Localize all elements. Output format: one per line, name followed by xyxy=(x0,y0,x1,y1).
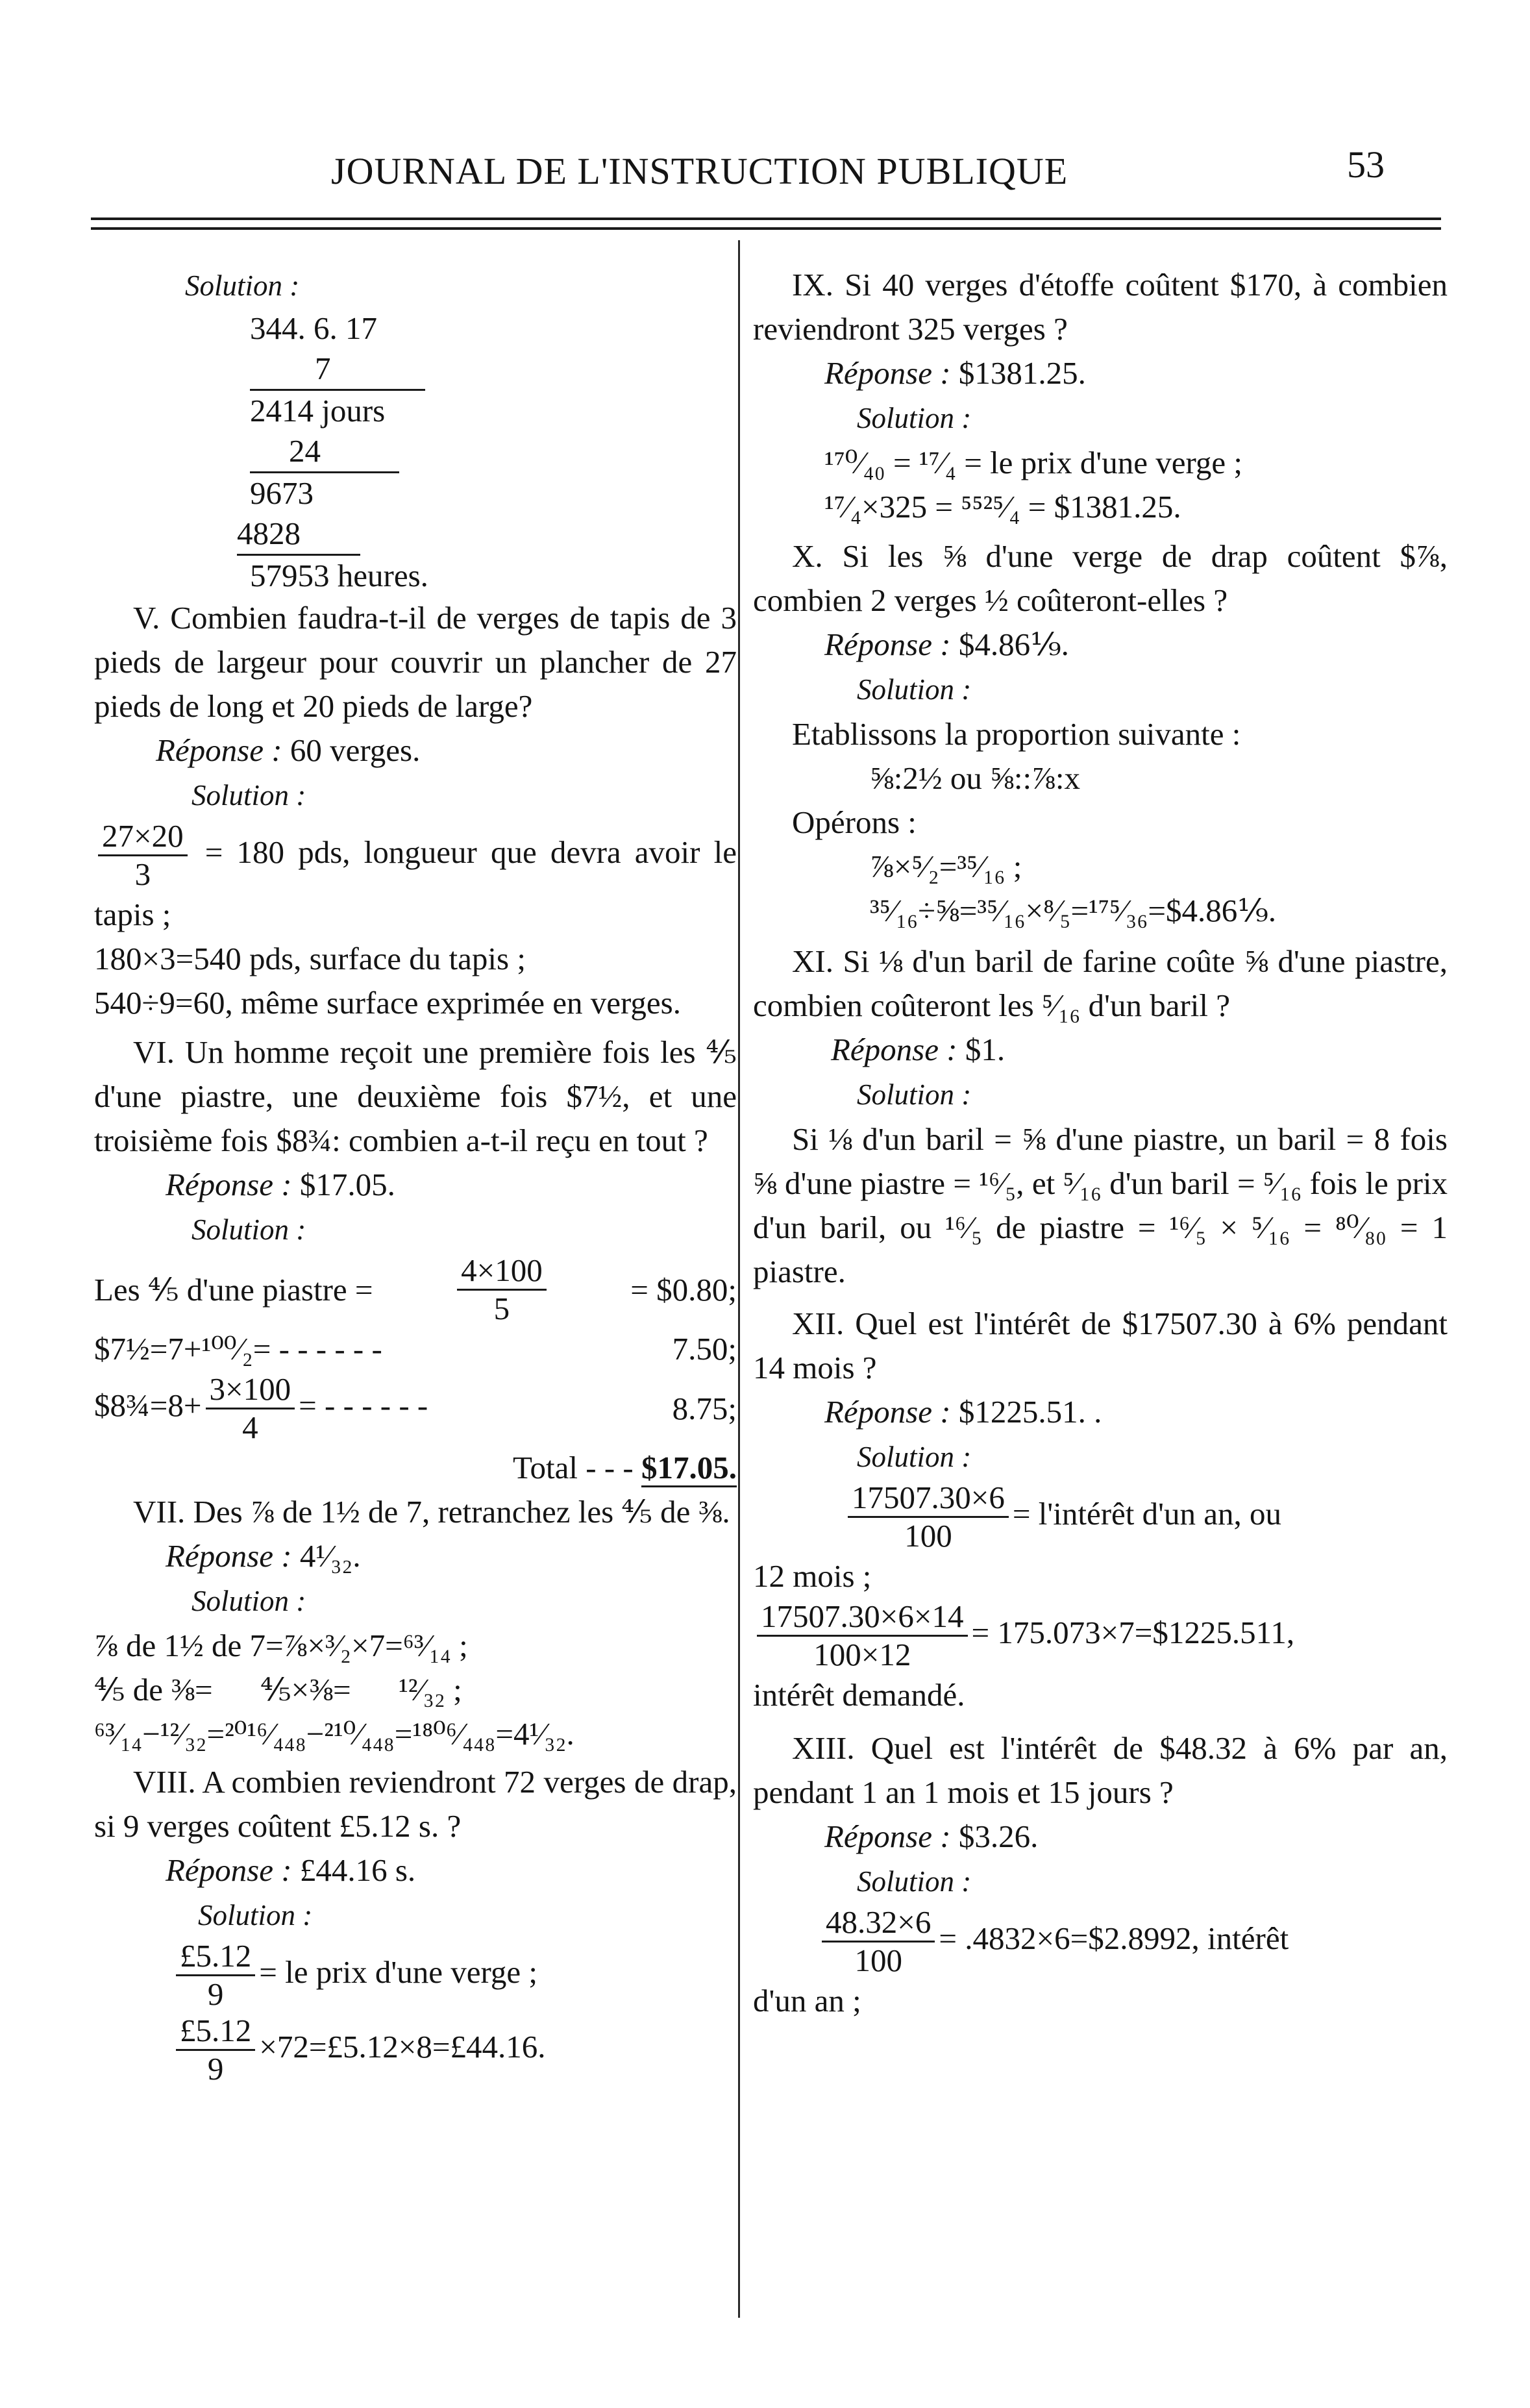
fraction xyxy=(848,1480,1009,1554)
solution-ix-line2: ¹⁷⁄₄×325 = ⁵⁵²⁵⁄₄ = $1381.25. xyxy=(824,489,1181,525)
question-ix: IX. Si 40 verges d'étoffe coûtent $170, à combien reviendront 325 verges ? xyxy=(753,267,1448,347)
answer-xii xyxy=(753,1390,1448,1434)
solution-xii-line3: intérêt demandé. xyxy=(753,1677,965,1713)
column-divider xyxy=(738,240,740,2318)
denominator: 100 xyxy=(854,1943,902,1978)
answer-label: Réponse : xyxy=(166,1167,292,1202)
denominator: 100×12 xyxy=(813,1637,911,1672)
fraction xyxy=(457,1252,547,1327)
solution-xii-line1b: 12 mois ; xyxy=(753,1558,872,1594)
solution-label: Solution : xyxy=(857,1441,972,1473)
solution-v-line1 xyxy=(94,818,737,937)
solution-viii-line1 xyxy=(94,1938,737,2013)
numerator: £5.12 xyxy=(176,1938,255,1976)
calc-line: 57953 heures. xyxy=(250,558,428,593)
fraction xyxy=(98,818,188,893)
solution-text: = .4832×6=$2.8992, intérêt xyxy=(939,1920,1289,1956)
numerator: 4×100 xyxy=(457,1252,547,1291)
question-viii: VIII. A combien reviendront 72 verges de drap, si 9 verges coûtent £5.12 s. ? xyxy=(94,1764,737,1844)
solution-label: Solution : xyxy=(857,673,972,706)
answer-value: £44.16 s. xyxy=(299,1852,416,1888)
multiplication-calc xyxy=(94,308,737,596)
header-rule-bottom xyxy=(91,227,1441,230)
answer-value: $1225.51. . xyxy=(958,1394,1102,1430)
right-column xyxy=(753,263,1448,2023)
page-number: 53 xyxy=(1347,143,1385,186)
solution-vi-row1 xyxy=(94,1252,737,1327)
solution-label: Solution : xyxy=(191,779,306,812)
fraction xyxy=(822,1904,935,1979)
solution-viii-line2 xyxy=(94,2013,737,2087)
row-value: = $0.80; xyxy=(630,1271,737,1308)
answer-label: Réponse : xyxy=(824,1818,951,1854)
solution-text: = 175.073×7=$1225.511, xyxy=(971,1614,1295,1650)
solution-xii-line1 xyxy=(753,1480,1448,1554)
denominator: 9 xyxy=(207,1976,224,2012)
question-xiii: XIII. Quel est l'intérêt de $48.32 à 6% par an, pendant 1 an 1 mois et 15 jours ? xyxy=(753,1730,1448,1810)
numerator: 48.32×6 xyxy=(822,1904,935,1943)
solution-vi-total xyxy=(94,1446,737,1490)
solution-x-line4: ⅞×⁵⁄₂=³⁵⁄₁₆ ; xyxy=(870,849,1022,884)
left-column xyxy=(94,263,737,2087)
question-xi: XI. Si ⅛ d'un baril de farine coûte ⅝ d'une piastre, combien coûteront les ⁵⁄₁₆ d'un baril ? xyxy=(753,943,1448,1023)
calc-line: 4828 xyxy=(237,514,360,556)
answer-xiii xyxy=(753,1815,1448,1859)
answer-value: $1. xyxy=(965,1032,1006,1067)
row-label: $8¾=8+ xyxy=(94,1387,202,1423)
numerator: 17507.30×6 xyxy=(848,1480,1009,1518)
calc-line: 7 xyxy=(250,349,425,391)
solution-xiii-line1 xyxy=(753,1904,1448,1979)
solution-vi-row2 xyxy=(94,1327,737,1371)
calc-line: 344. 6. 17 xyxy=(250,310,377,346)
calc-line: 9673 xyxy=(250,475,314,511)
numerator: £5.12 xyxy=(176,2013,255,2051)
answer-label: Réponse : xyxy=(156,732,282,768)
row-label-group xyxy=(94,1371,428,1446)
solution-v-line2: 180×3=540 pds, surface du tapis ; xyxy=(94,941,526,976)
answer-value: 4¹⁄₃₂. xyxy=(299,1538,361,1574)
solution-vi-row3 xyxy=(94,1371,737,1446)
solution-label: Solution : xyxy=(198,1899,313,1931)
solution-ix-line1: ¹⁷⁰⁄₄₀ = ¹⁷⁄₄ = le prix d'une verge ; xyxy=(824,445,1242,480)
solution-vii-line3: ⁶³⁄₁₄−¹²⁄₃₂=²⁰¹⁶⁄₄₄₈−²¹⁰⁄₄₄₈=¹⁸⁰⁶⁄₄₄₈=4¹⁄₃₂. xyxy=(94,1716,574,1752)
solution-xii-line2 xyxy=(753,1598,1448,1673)
answer-label: Réponse : xyxy=(831,1032,957,1067)
solution-x-line3: Opérons : xyxy=(792,804,917,840)
row-label: $7½=7+¹⁰⁰⁄₂= - - - - - - xyxy=(94,1331,382,1367)
solution-x-line5: ³⁵⁄₁₆÷⅝=³⁵⁄₁₆×⁸⁄₅=¹⁷⁵⁄₃₆=$4.86⅑. xyxy=(870,893,1276,928)
question-xii: XII. Quel est l'intérêt de $17507.30 à 6% pendant 14 mois ? xyxy=(753,1306,1448,1385)
solution-vii-line1: ⅞ de 1½ de 7=⅞×³⁄₂×7=⁶³⁄₁₄ ; xyxy=(94,1628,468,1663)
row-value: 7.50; xyxy=(672,1331,737,1367)
numerator: 27×20 xyxy=(98,818,188,856)
solution-label: Solution : xyxy=(857,402,972,434)
answer-value: $17.05. xyxy=(299,1167,395,1202)
answer-xi xyxy=(753,1028,1448,1072)
answer-label: Réponse : xyxy=(166,1538,292,1574)
answer-value: 60 verges. xyxy=(290,732,421,768)
page-header xyxy=(0,136,1530,208)
denominator: 5 xyxy=(493,1291,510,1326)
solution-label: Solution : xyxy=(185,269,300,302)
solution-xiii-line2: d'un an ; xyxy=(753,1983,861,2018)
question-vi: VI. Un homme reçoit une première fois les ⅘ d'une piastre, une deuxième fois $7½, et une troisième fois $8¾: combien a-t-il reçu en tout ? xyxy=(94,1034,737,1158)
solution-v-line3: 540÷9=60, même surface exprimée en verges. xyxy=(94,985,681,1021)
answer-label: Réponse : xyxy=(824,627,951,662)
denominator: 4 xyxy=(242,1409,258,1445)
answer-label: Réponse : xyxy=(166,1852,292,1888)
row-dots: = - - - - - - xyxy=(299,1387,428,1423)
solution-text: ×72=£5.12×8=£44.16. xyxy=(259,2028,546,2065)
fraction xyxy=(176,2013,255,2087)
solution-text: = le prix d'une verge ; xyxy=(259,1954,538,1990)
question-v: V. Combien faudra-t-il de verges de tapis de 3 pieds de largeur pour couvrir un plancher de 27 pieds de long et 20 pieds de large? xyxy=(94,600,737,724)
total-value: $17.05. xyxy=(641,1450,737,1487)
answer-value: $4.86⅑. xyxy=(958,627,1069,662)
row-value: 8.75; xyxy=(672,1390,737,1426)
answer-x xyxy=(753,623,1448,667)
solution-label: Solution : xyxy=(191,1213,306,1246)
denominator: 100 xyxy=(904,1518,952,1554)
solution-vii-line2: ⅘ de ⅜= ⅘×⅜= ¹²⁄₃₂ ; xyxy=(94,1672,462,1707)
solution-x-line1: Etablissons la proportion suivante : xyxy=(792,716,1241,752)
answer-ix xyxy=(753,351,1448,395)
fraction xyxy=(176,1938,255,2013)
solution-text: = l'intérêt d'un an, ou xyxy=(1012,1495,1281,1532)
solution-label: Solution : xyxy=(857,1078,972,1111)
solution-xi-text: Si ⅛ d'un baril = ⅝ d'une piastre, un baril = 8 fois ⅝ d'une piastre = ¹⁶⁄₅, et ⁵⁄₁₆ d'un baril = ⁵⁄₁₆ fois le prix d'un baril, ou ¹⁶⁄₅ de piastre = ¹⁶⁄₅ × ⁵⁄₁₆ = ⁸⁰⁄₈₀ = 1 piastre. xyxy=(753,1121,1448,1289)
denominator: 3 xyxy=(134,856,151,892)
answer-vi xyxy=(94,1163,737,1207)
calc-line: 24 xyxy=(250,431,399,473)
row-label: Les ⅘ d'une piastre = xyxy=(94,1271,373,1308)
solution-label: Solution : xyxy=(191,1585,306,1617)
fraction xyxy=(757,1598,968,1673)
answer-vii xyxy=(94,1534,737,1578)
answer-value: $3.26. xyxy=(958,1818,1039,1854)
solution-x-line2: ⅝:2½ ou ⅝::⅞:x xyxy=(870,760,1080,796)
solution-label: Solution : xyxy=(857,1865,972,1898)
numerator: 17507.30×6×14 xyxy=(757,1598,968,1637)
total-label: Total - - - xyxy=(513,1450,634,1485)
denominator: 9 xyxy=(207,2051,224,2087)
answer-viii xyxy=(94,1848,737,1893)
numerator: 3×100 xyxy=(206,1371,295,1409)
answer-label: Réponse : xyxy=(824,355,951,391)
question-vii: VII. Des ⅞ de 1½ de 7, retranchez les ⅘ de ⅜. xyxy=(133,1494,730,1530)
header-rule-top xyxy=(91,217,1441,220)
running-title: JOURNAL DE L'INSTRUCTION PUBLIQUE xyxy=(331,150,1068,192)
fraction xyxy=(206,1371,295,1446)
answer-v xyxy=(94,728,737,773)
calc-line: 2414 jours xyxy=(250,393,386,428)
answer-value: $1381.25. xyxy=(958,355,1086,391)
solution-text: = 180 pds, longueur que devra avoir le tapis ; xyxy=(94,834,737,932)
answer-label: Réponse : xyxy=(824,1394,951,1430)
question-x: X. Si les ⅝ d'une verge de drap coûtent $⅞, combien 2 verges ½ coûteront-elles ? xyxy=(753,538,1448,618)
